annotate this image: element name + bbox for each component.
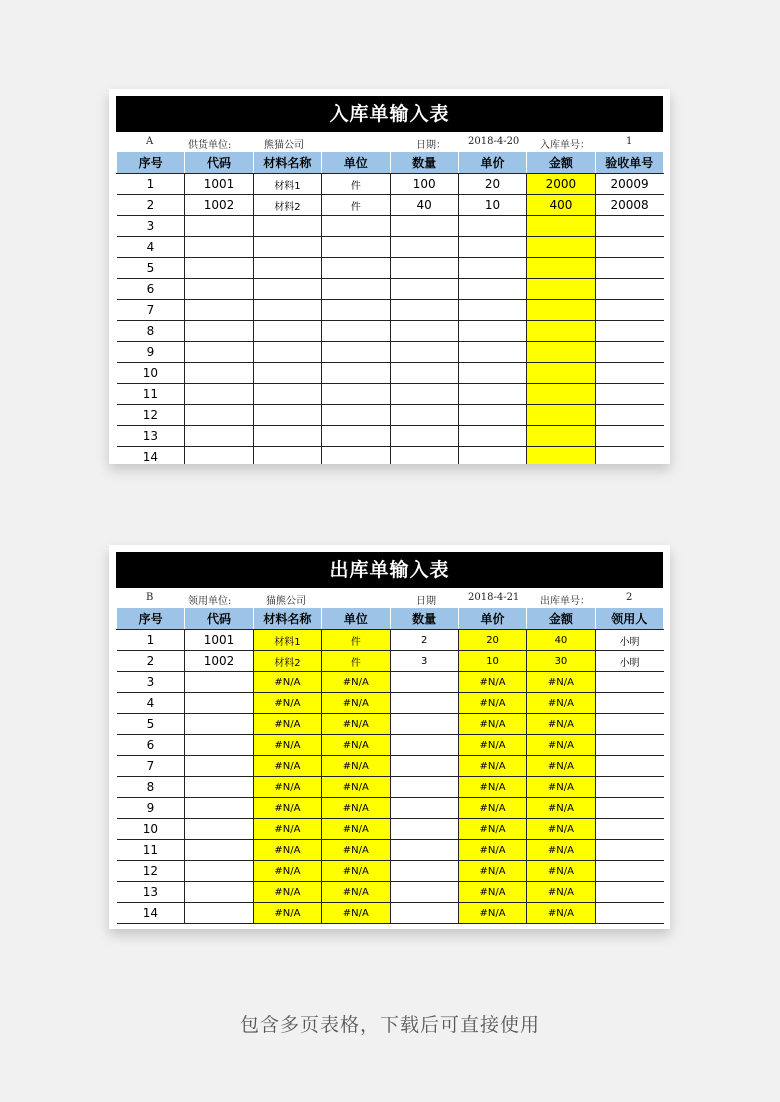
cell-material[interactable]: #N/A — [253, 735, 321, 756]
cell-unit[interactable] — [322, 447, 390, 465]
cell-quantity[interactable]: 2 — [390, 630, 458, 651]
cell-price[interactable] — [458, 426, 526, 447]
cell-code[interactable] — [185, 819, 253, 840]
cell-unit[interactable]: #N/A — [322, 798, 390, 819]
table-row — [117, 174, 664, 195]
cell-quantity[interactable] — [390, 258, 458, 279]
cell-material[interactable]: #N/A — [253, 819, 321, 840]
table-row — [117, 405, 664, 426]
cell-amount[interactable]: #N/A — [527, 714, 595, 735]
table-row — [117, 735, 664, 756]
table-row — [117, 300, 664, 321]
cell-amount[interactable]: 30 — [527, 651, 595, 672]
cell-material[interactable] — [253, 384, 321, 405]
cell-index[interactable]: 7 — [117, 756, 185, 777]
cell-unit[interactable] — [322, 237, 390, 258]
cell-extra[interactable] — [595, 777, 663, 798]
cell-price[interactable]: #N/A — [458, 840, 526, 861]
cell-quantity[interactable] — [390, 384, 458, 405]
cell-material[interactable]: #N/A — [253, 861, 321, 882]
cell-amount[interactable] — [527, 363, 595, 384]
cell-price[interactable]: 10 — [458, 195, 526, 216]
cell-extra[interactable] — [595, 735, 663, 756]
cell-price[interactable] — [458, 384, 526, 405]
cell-quantity[interactable] — [390, 693, 458, 714]
cell-extra[interactable] — [595, 840, 663, 861]
cell-amount[interactable]: #N/A — [527, 735, 595, 756]
cell-quantity[interactable] — [390, 903, 458, 924]
supplier-label: 供货单位: — [188, 140, 232, 151]
cell-amount[interactable] — [527, 426, 595, 447]
cell-price[interactable]: 10 — [458, 651, 526, 672]
user-value[interactable]: 猫熊公司 — [266, 596, 306, 607]
cell-material[interactable]: #N/A — [253, 882, 321, 903]
cell-amount[interactable] — [527, 405, 595, 426]
cell-index[interactable]: 10 — [117, 363, 185, 384]
cell-material[interactable]: #N/A — [253, 693, 321, 714]
cell-index[interactable]: 11 — [117, 384, 185, 405]
cell-amount[interactable] — [527, 258, 595, 279]
cell-amount[interactable] — [527, 321, 595, 342]
inbound-info-row — [116, 132, 663, 152]
cell-code[interactable] — [185, 279, 253, 300]
cell-unit[interactable] — [322, 363, 390, 384]
cell-code[interactable] — [185, 798, 253, 819]
table-row — [117, 363, 664, 384]
cell-material[interactable] — [253, 237, 321, 258]
cell-index[interactable]: 12 — [117, 861, 185, 882]
inbound-order-label: 入库单号： — [540, 140, 590, 151]
cell-code[interactable] — [185, 258, 253, 279]
cell-extra[interactable] — [595, 903, 663, 924]
cell-unit[interactable]: #N/A — [322, 756, 390, 777]
cell-index[interactable]: 1 — [117, 174, 185, 195]
outbound-header-row — [117, 608, 664, 630]
cell-index[interactable]: 14 — [117, 903, 185, 924]
cell-amount[interactable] — [527, 279, 595, 300]
cell-unit[interactable] — [322, 216, 390, 237]
table-row — [117, 279, 664, 300]
cell-quantity[interactable] — [390, 861, 458, 882]
table-row — [117, 756, 664, 777]
outbound-title: 出库单输入表 — [116, 552, 663, 588]
cell-price[interactable]: #N/A — [458, 672, 526, 693]
cell-extra[interactable] — [595, 342, 663, 363]
cell-material[interactable]: 材料1 — [253, 630, 321, 651]
cell-material[interactable] — [253, 279, 321, 300]
cell-code[interactable] — [185, 672, 253, 693]
cell-index[interactable]: 8 — [117, 321, 185, 342]
inbound-code: A — [146, 136, 154, 147]
cell-price[interactable]: #N/A — [458, 903, 526, 924]
cell-material[interactable] — [253, 258, 321, 279]
cell-quantity[interactable]: 40 — [390, 195, 458, 216]
cell-quantity[interactable] — [390, 756, 458, 777]
cell-unit[interactable] — [322, 342, 390, 363]
cell-index[interactable]: 12 — [117, 405, 185, 426]
cell-code[interactable] — [185, 693, 253, 714]
cell-extra[interactable] — [595, 216, 663, 237]
cell-amount[interactable] — [527, 384, 595, 405]
cell-price[interactable]: #N/A — [458, 693, 526, 714]
cell-quantity[interactable] — [390, 798, 458, 819]
cell-quantity[interactable] — [390, 216, 458, 237]
col-header-receipt-no: 验收单号 — [595, 152, 663, 174]
table-row — [117, 903, 664, 924]
inbound-sheet-card — [109, 89, 670, 464]
cell-index[interactable]: 7 — [117, 300, 185, 321]
col-header-code: 代码 — [185, 152, 253, 174]
outbound-order-label: 出库单号： — [540, 596, 590, 607]
cell-unit[interactable]: #N/A — [322, 735, 390, 756]
cell-amount[interactable]: #N/A — [527, 672, 595, 693]
col-header-index: 序号 — [117, 152, 185, 174]
inbound-date-value[interactable]: 2018-4-20 — [468, 136, 520, 147]
cell-unit[interactable] — [322, 426, 390, 447]
cell-amount[interactable]: #N/A — [527, 840, 595, 861]
cell-material[interactable]: #N/A — [253, 672, 321, 693]
inbound-date-label: 日期： — [416, 140, 446, 151]
cell-code[interactable] — [185, 903, 253, 924]
cell-price[interactable]: #N/A — [458, 819, 526, 840]
cell-extra[interactable] — [595, 405, 663, 426]
cell-extra[interactable] — [595, 426, 663, 447]
cell-quantity[interactable] — [390, 342, 458, 363]
outbound-info-row — [116, 588, 663, 608]
cell-extra[interactable] — [595, 447, 663, 465]
cell-code[interactable] — [185, 342, 253, 363]
cell-extra[interactable]: 小明 — [595, 630, 663, 651]
outbound-date-label: 日期 — [416, 596, 436, 607]
cell-price[interactable]: #N/A — [458, 798, 526, 819]
cell-extra[interactable] — [595, 861, 663, 882]
col-header-material: 材料名称 — [253, 608, 321, 630]
cell-price[interactable]: 20 — [458, 174, 526, 195]
cell-extra[interactable]: 20008 — [595, 195, 663, 216]
cell-extra[interactable] — [595, 819, 663, 840]
inbound-order-no[interactable]: 1 — [626, 136, 633, 147]
table-row — [117, 216, 664, 237]
cell-price[interactable] — [458, 279, 526, 300]
cell-amount[interactable]: #N/A — [527, 693, 595, 714]
cell-code[interactable] — [185, 777, 253, 798]
cell-price[interactable]: #N/A — [458, 714, 526, 735]
cell-amount[interactable]: 2000 — [527, 174, 595, 195]
cell-quantity[interactable] — [390, 447, 458, 465]
cell-quantity[interactable]: 100 — [390, 174, 458, 195]
footer-caption: 包含多页表格，下载后可直接使用 — [239, 1014, 540, 1036]
col-header-amount: 金额 — [527, 608, 595, 630]
cell-index[interactable]: 6 — [117, 279, 185, 300]
cell-extra[interactable] — [595, 321, 663, 342]
outbound-sheet-card — [109, 545, 670, 929]
cell-price[interactable] — [458, 447, 526, 465]
cell-unit[interactable]: #N/A — [322, 882, 390, 903]
table-row — [117, 342, 664, 363]
table-row — [117, 714, 664, 735]
table-row — [117, 651, 664, 672]
cell-quantity[interactable] — [390, 300, 458, 321]
cell-code[interactable] — [185, 840, 253, 861]
cell-extra[interactable] — [595, 693, 663, 714]
col-header-price: 单价 — [458, 608, 526, 630]
cell-quantity[interactable] — [390, 672, 458, 693]
cell-unit[interactable] — [322, 258, 390, 279]
cell-unit[interactable]: 件 — [322, 174, 390, 195]
table-row — [117, 672, 664, 693]
cell-material[interactable] — [253, 342, 321, 363]
cell-code[interactable] — [185, 405, 253, 426]
table-row — [117, 882, 664, 903]
cell-price[interactable] — [458, 363, 526, 384]
col-header-material: 材料名称 — [253, 152, 321, 174]
cell-material[interactable]: #N/A — [253, 777, 321, 798]
cell-unit[interactable]: 件 — [322, 651, 390, 672]
cell-material[interactable] — [253, 300, 321, 321]
cell-price[interactable] — [458, 216, 526, 237]
cell-unit[interactable]: #N/A — [322, 714, 390, 735]
table-row — [117, 321, 664, 342]
col-header-unit: 单位 — [322, 152, 390, 174]
cell-material[interactable]: #N/A — [253, 714, 321, 735]
inbound-table — [116, 152, 664, 464]
table-row — [117, 195, 664, 216]
outbound-code: B — [146, 592, 154, 603]
cell-extra[interactable] — [595, 798, 663, 819]
cell-quantity[interactable] — [390, 714, 458, 735]
cell-index[interactable]: 10 — [117, 819, 185, 840]
cell-amount[interactable] — [527, 216, 595, 237]
cell-code[interactable]: 1001 — [185, 174, 253, 195]
cell-index[interactable]: 5 — [117, 714, 185, 735]
col-header-index: 序号 — [117, 608, 185, 630]
cell-material[interactable]: 材料2 — [253, 195, 321, 216]
cell-code[interactable] — [185, 447, 253, 465]
cell-index[interactable]: 3 — [117, 672, 185, 693]
cell-code[interactable] — [185, 756, 253, 777]
cell-extra[interactable] — [595, 300, 663, 321]
cell-amount[interactable]: #N/A — [527, 861, 595, 882]
cell-code[interactable]: 1002 — [185, 195, 253, 216]
cell-amount[interactable]: #N/A — [527, 882, 595, 903]
cell-unit[interactable] — [322, 279, 390, 300]
cell-quantity[interactable] — [390, 777, 458, 798]
cell-material[interactable] — [253, 405, 321, 426]
cell-material[interactable] — [253, 363, 321, 384]
user-label: 领用单位: — [188, 596, 232, 607]
cell-quantity[interactable] — [390, 237, 458, 258]
cell-quantity[interactable]: 3 — [390, 651, 458, 672]
cell-code[interactable] — [185, 384, 253, 405]
table-row — [117, 237, 664, 258]
cell-unit[interactable] — [322, 321, 390, 342]
cell-index[interactable]: 9 — [117, 342, 185, 363]
cell-amount[interactable]: #N/A — [527, 903, 595, 924]
cell-quantity[interactable] — [390, 405, 458, 426]
cell-index[interactable]: 9 — [117, 798, 185, 819]
col-header-quantity: 数量 — [390, 608, 458, 630]
outbound-order-no[interactable]: 2 — [626, 592, 633, 603]
cell-unit[interactable]: #N/A — [322, 840, 390, 861]
col-header-recipient: 领用人 — [595, 608, 663, 630]
table-row — [117, 426, 664, 447]
cell-extra[interactable]: 小明 — [595, 651, 663, 672]
col-header-price: 单价 — [458, 152, 526, 174]
table-row — [117, 798, 664, 819]
cell-code[interactable] — [185, 882, 253, 903]
cell-extra[interactable] — [595, 384, 663, 405]
cell-amount[interactable]: 40 — [527, 630, 595, 651]
cell-quantity[interactable] — [390, 363, 458, 384]
col-header-unit: 单位 — [322, 608, 390, 630]
cell-extra[interactable] — [595, 882, 663, 903]
cell-amount[interactable]: #N/A — [527, 777, 595, 798]
cell-unit[interactable]: #N/A — [322, 819, 390, 840]
cell-amount[interactable]: #N/A — [527, 798, 595, 819]
cell-amount[interactable] — [527, 237, 595, 258]
cell-quantity[interactable] — [390, 819, 458, 840]
cell-extra[interactable] — [595, 258, 663, 279]
cell-amount[interactable] — [527, 447, 595, 465]
cell-code[interactable] — [185, 321, 253, 342]
cell-code[interactable]: 1002 — [185, 651, 253, 672]
cell-price[interactable]: #N/A — [458, 735, 526, 756]
cell-material[interactable] — [253, 447, 321, 465]
cell-index[interactable]: 4 — [117, 693, 185, 714]
cell-unit[interactable]: #N/A — [322, 693, 390, 714]
cell-unit[interactable]: #N/A — [322, 861, 390, 882]
cell-index[interactable]: 2 — [117, 195, 185, 216]
table-row — [117, 840, 664, 861]
cell-extra[interactable] — [595, 363, 663, 384]
cell-extra[interactable] — [595, 714, 663, 735]
cell-code[interactable] — [185, 426, 253, 447]
cell-material[interactable]: #N/A — [253, 756, 321, 777]
cell-extra[interactable] — [595, 279, 663, 300]
cell-price[interactable] — [458, 237, 526, 258]
cell-index[interactable]: 4 — [117, 237, 185, 258]
cell-material[interactable]: #N/A — [253, 798, 321, 819]
table-row — [117, 447, 664, 465]
cell-unit[interactable]: #N/A — [322, 777, 390, 798]
cell-amount[interactable]: 400 — [527, 195, 595, 216]
cell-quantity[interactable] — [390, 840, 458, 861]
cell-code[interactable]: 1001 — [185, 630, 253, 651]
cell-index[interactable]: 14 — [117, 447, 185, 465]
cell-extra[interactable]: 20009 — [595, 174, 663, 195]
cell-unit[interactable]: #N/A — [322, 672, 390, 693]
cell-price[interactable]: #N/A — [458, 882, 526, 903]
cell-extra[interactable] — [595, 672, 663, 693]
cell-material[interactable] — [253, 321, 321, 342]
cell-price[interactable]: #N/A — [458, 777, 526, 798]
table-row — [117, 861, 664, 882]
cell-index[interactable]: 11 — [117, 840, 185, 861]
cell-amount[interactable] — [527, 300, 595, 321]
cell-index[interactable]: 6 — [117, 735, 185, 756]
table-row — [117, 777, 664, 798]
inbound-title: 入库单输入表 — [116, 96, 663, 132]
cell-code[interactable] — [185, 237, 253, 258]
cell-index[interactable]: 13 — [117, 882, 185, 903]
cell-index[interactable]: 5 — [117, 258, 185, 279]
cell-material[interactable] — [253, 216, 321, 237]
cell-extra[interactable] — [595, 756, 663, 777]
cell-amount[interactable]: #N/A — [527, 756, 595, 777]
cell-index[interactable]: 13 — [117, 426, 185, 447]
cell-price[interactable] — [458, 300, 526, 321]
cell-material[interactable]: 材料2 — [253, 651, 321, 672]
cell-index[interactable]: 2 — [117, 651, 185, 672]
cell-price[interactable]: #N/A — [458, 756, 526, 777]
cell-price[interactable]: #N/A — [458, 861, 526, 882]
cell-unit[interactable] — [322, 300, 390, 321]
supplier-value[interactable]: 熊猫公司 — [264, 140, 304, 151]
cell-quantity[interactable] — [390, 279, 458, 300]
cell-quantity[interactable] — [390, 321, 458, 342]
cell-material[interactable]: #N/A — [253, 840, 321, 861]
table-row — [117, 384, 664, 405]
cell-price[interactable] — [458, 321, 526, 342]
cell-price[interactable] — [458, 405, 526, 426]
cell-code[interactable] — [185, 363, 253, 384]
cell-index[interactable]: 8 — [117, 777, 185, 798]
cell-unit[interactable]: #N/A — [322, 903, 390, 924]
cell-price[interactable] — [458, 342, 526, 363]
cell-quantity[interactable] — [390, 735, 458, 756]
cell-code[interactable] — [185, 300, 253, 321]
col-header-amount: 金额 — [527, 152, 595, 174]
cell-material[interactable]: #N/A — [253, 903, 321, 924]
cell-material[interactable]: 材料1 — [253, 174, 321, 195]
cell-index[interactable]: 1 — [117, 630, 185, 651]
table-row — [117, 630, 664, 651]
cell-amount[interactable] — [527, 342, 595, 363]
cell-amount[interactable]: #N/A — [527, 819, 595, 840]
cell-code[interactable] — [185, 714, 253, 735]
cell-quantity[interactable] — [390, 882, 458, 903]
outbound-table — [116, 608, 664, 924]
cell-price[interactable] — [458, 258, 526, 279]
cell-unit[interactable] — [322, 405, 390, 426]
cell-code[interactable] — [185, 216, 253, 237]
cell-price[interactable]: 20 — [458, 630, 526, 651]
table-row — [117, 819, 664, 840]
cell-extra[interactable] — [595, 237, 663, 258]
cell-quantity[interactable] — [390, 426, 458, 447]
cell-unit[interactable] — [322, 384, 390, 405]
cell-code[interactable] — [185, 735, 253, 756]
col-header-code: 代码 — [185, 608, 253, 630]
cell-unit[interactable]: 件 — [322, 195, 390, 216]
cell-index[interactable]: 3 — [117, 216, 185, 237]
outbound-date-value[interactable]: 2018-4-21 — [468, 592, 520, 603]
inbound-header-row — [117, 152, 664, 174]
table-row — [117, 258, 664, 279]
table-row — [117, 693, 664, 714]
cell-material[interactable] — [253, 426, 321, 447]
cell-code[interactable] — [185, 861, 253, 882]
cell-unit[interactable]: 件 — [322, 630, 390, 651]
col-header-quantity: 数量 — [390, 152, 458, 174]
